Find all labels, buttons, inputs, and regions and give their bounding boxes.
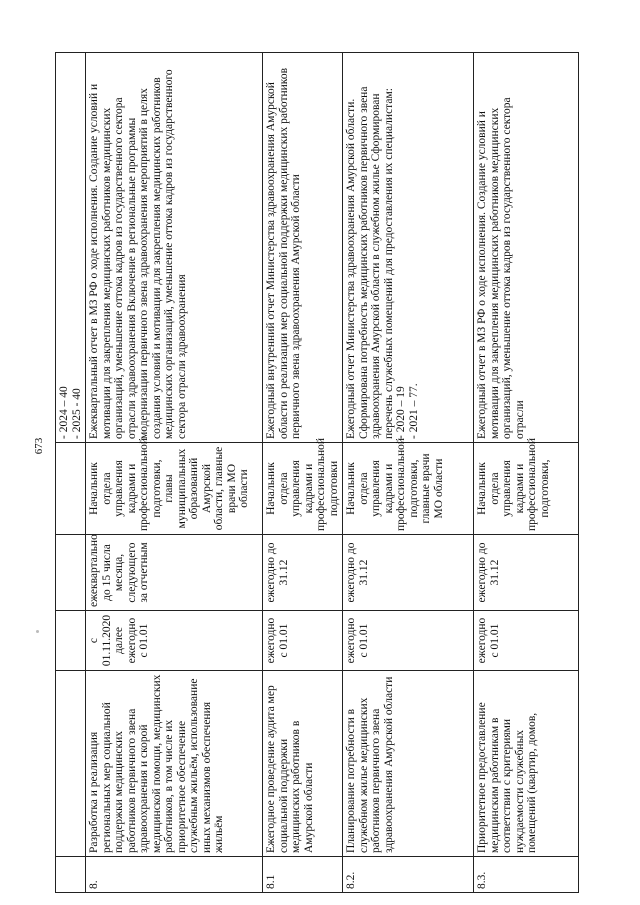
start-date-cell <box>263 611 343 671</box>
responsible: Начальник отдела управления кадрами и профессиональной подготовки <box>265 437 340 531</box>
start-date-cell <box>343 611 474 671</box>
responsible: Начальник отдела управления кадрами и профессиональной подготовки, главные врачи МО области <box>345 437 445 531</box>
row-number-cell <box>56 857 86 893</box>
due-date: ежегодно до 31.12 <box>476 542 501 603</box>
task-cell <box>474 671 579 857</box>
page-number: 673 <box>33 437 45 455</box>
due-date: ежегодно до 31.12 <box>345 542 370 603</box>
row-number-cell <box>86 857 263 893</box>
due-date-cell <box>86 535 263 611</box>
task-cell <box>56 671 86 857</box>
task-text: Ежегодное проведение аудита мер социальной поддержки медицинских работников в Амурской области <box>265 685 315 853</box>
result-cell <box>474 53 579 443</box>
rotated-table-container <box>55 53 551 893</box>
start-date: ежегодно с 01.01 <box>345 617 370 664</box>
task-text: Приоритетное предоставление медицинским работникам в соответствии с критериями нуждаемости служебных помещений (квартир, домов, <box>476 702 538 853</box>
result-cell <box>343 53 474 443</box>
task-cell <box>86 671 263 857</box>
table-row <box>56 53 86 893</box>
result-cell <box>86 53 263 443</box>
start-date-cell <box>474 611 579 671</box>
due-date-cell <box>343 535 474 611</box>
result-text: Ежегодный внутренний отчет Министерства здравоохранения Амурской области о реализации мер социальной поддержки медицинских работников первичного звена здравоохранения Амурской области <box>265 68 302 439</box>
task-text: Планирование потребности в служебном жилье медицинских работников первичного звена здравоохранения Амурской области <box>345 676 395 853</box>
result-cell <box>56 53 86 443</box>
due-date: ежегодно до 31.12 <box>265 542 290 603</box>
responsible-cell <box>86 437 263 535</box>
task-cell <box>263 671 343 857</box>
row-number: 8. <box>88 880 100 889</box>
plan-table <box>55 52 579 893</box>
table-row <box>474 53 579 893</box>
responsible: Начальник отдела управления кадрами и профессиональной подготовки, главы муниципальных образований Амурской области, главные врачи МО области <box>88 437 250 531</box>
responsible: Начальник отдела управления кадрами и профессиональной подготовки, <box>476 437 551 531</box>
start-date: ежегодно с 01.01 <box>476 617 501 664</box>
row-number-cell <box>474 857 579 893</box>
row-number: 8.3. <box>476 871 488 889</box>
result-text: Ежеквартальный отчет в МЗ РФ о ходе исполнения. Создание условий и мотивации для закрепления медицинских работников медицинских организаций, уменьшение оттока кадров из государственного сектора отрасли здравоохранения Включение в региональные программы модернизации первичного звена здравоохранения мероприятий в целях создания условий и мотивации для закрепления медицинских работников медицинских организаций, уменьшение оттока кадров из государственного сектора отрасли здравоохранения <box>88 69 188 439</box>
responsible-cell <box>343 437 474 535</box>
task-text: Разработка и реализация региональных мер социальной поддержки медицинских работников первичного звена здравоохранения и скорой медицинской помощи, медицинских работников, в том числе их приоритетное обеспечение служебным жильём, использование иных механизмов обеспечения жильём <box>88 674 225 853</box>
row-number: 8.2. <box>345 871 357 889</box>
due-date-cell <box>474 535 579 611</box>
responsible-cell <box>56 443 86 535</box>
row-number-cell <box>263 857 343 893</box>
task-cell <box>343 671 474 857</box>
row-number: 8.1 <box>265 874 277 889</box>
scan-artifact-dot <box>36 630 39 633</box>
due-date-cell <box>263 535 343 611</box>
result-text: Ежегодный отчет в МЗ РФ о ходе исполнения. Создание условий и мотивации для закрепления медицинских работников медицинских организаций, уменьшение оттока кадров из государственного сектора отрасли <box>476 97 526 439</box>
start-date-cell <box>56 611 86 671</box>
result-cell <box>263 53 343 443</box>
start-date: с 01.11.2020 далее ежегодно с 01.01 <box>88 614 150 667</box>
table-row <box>263 53 343 893</box>
result-text: Ежегодный отчет Министерства здравоохранения Амурской области. Сформирована потребность медицинских работников первичного звена здравоохранения Амурской области в служебном жилье Сформирован перечень служебных помещений для предоставления их специалистам: - 2020 – 19 - 2021 – 77. <box>345 86 420 439</box>
responsible-cell <box>263 437 343 535</box>
table-row <box>86 53 263 893</box>
due-date-cell <box>56 535 86 611</box>
table-row <box>343 53 474 893</box>
result-text: - 2024 – 40 - 2025 - 40 <box>58 386 83 439</box>
row-number-cell <box>343 857 474 893</box>
start-date-cell <box>86 611 263 671</box>
due-date: ежеквартально до 15 числа месяца, следующего за отчетным <box>88 534 150 607</box>
start-date: ежегодно с 01.01 <box>265 617 290 664</box>
responsible-cell <box>474 437 579 535</box>
